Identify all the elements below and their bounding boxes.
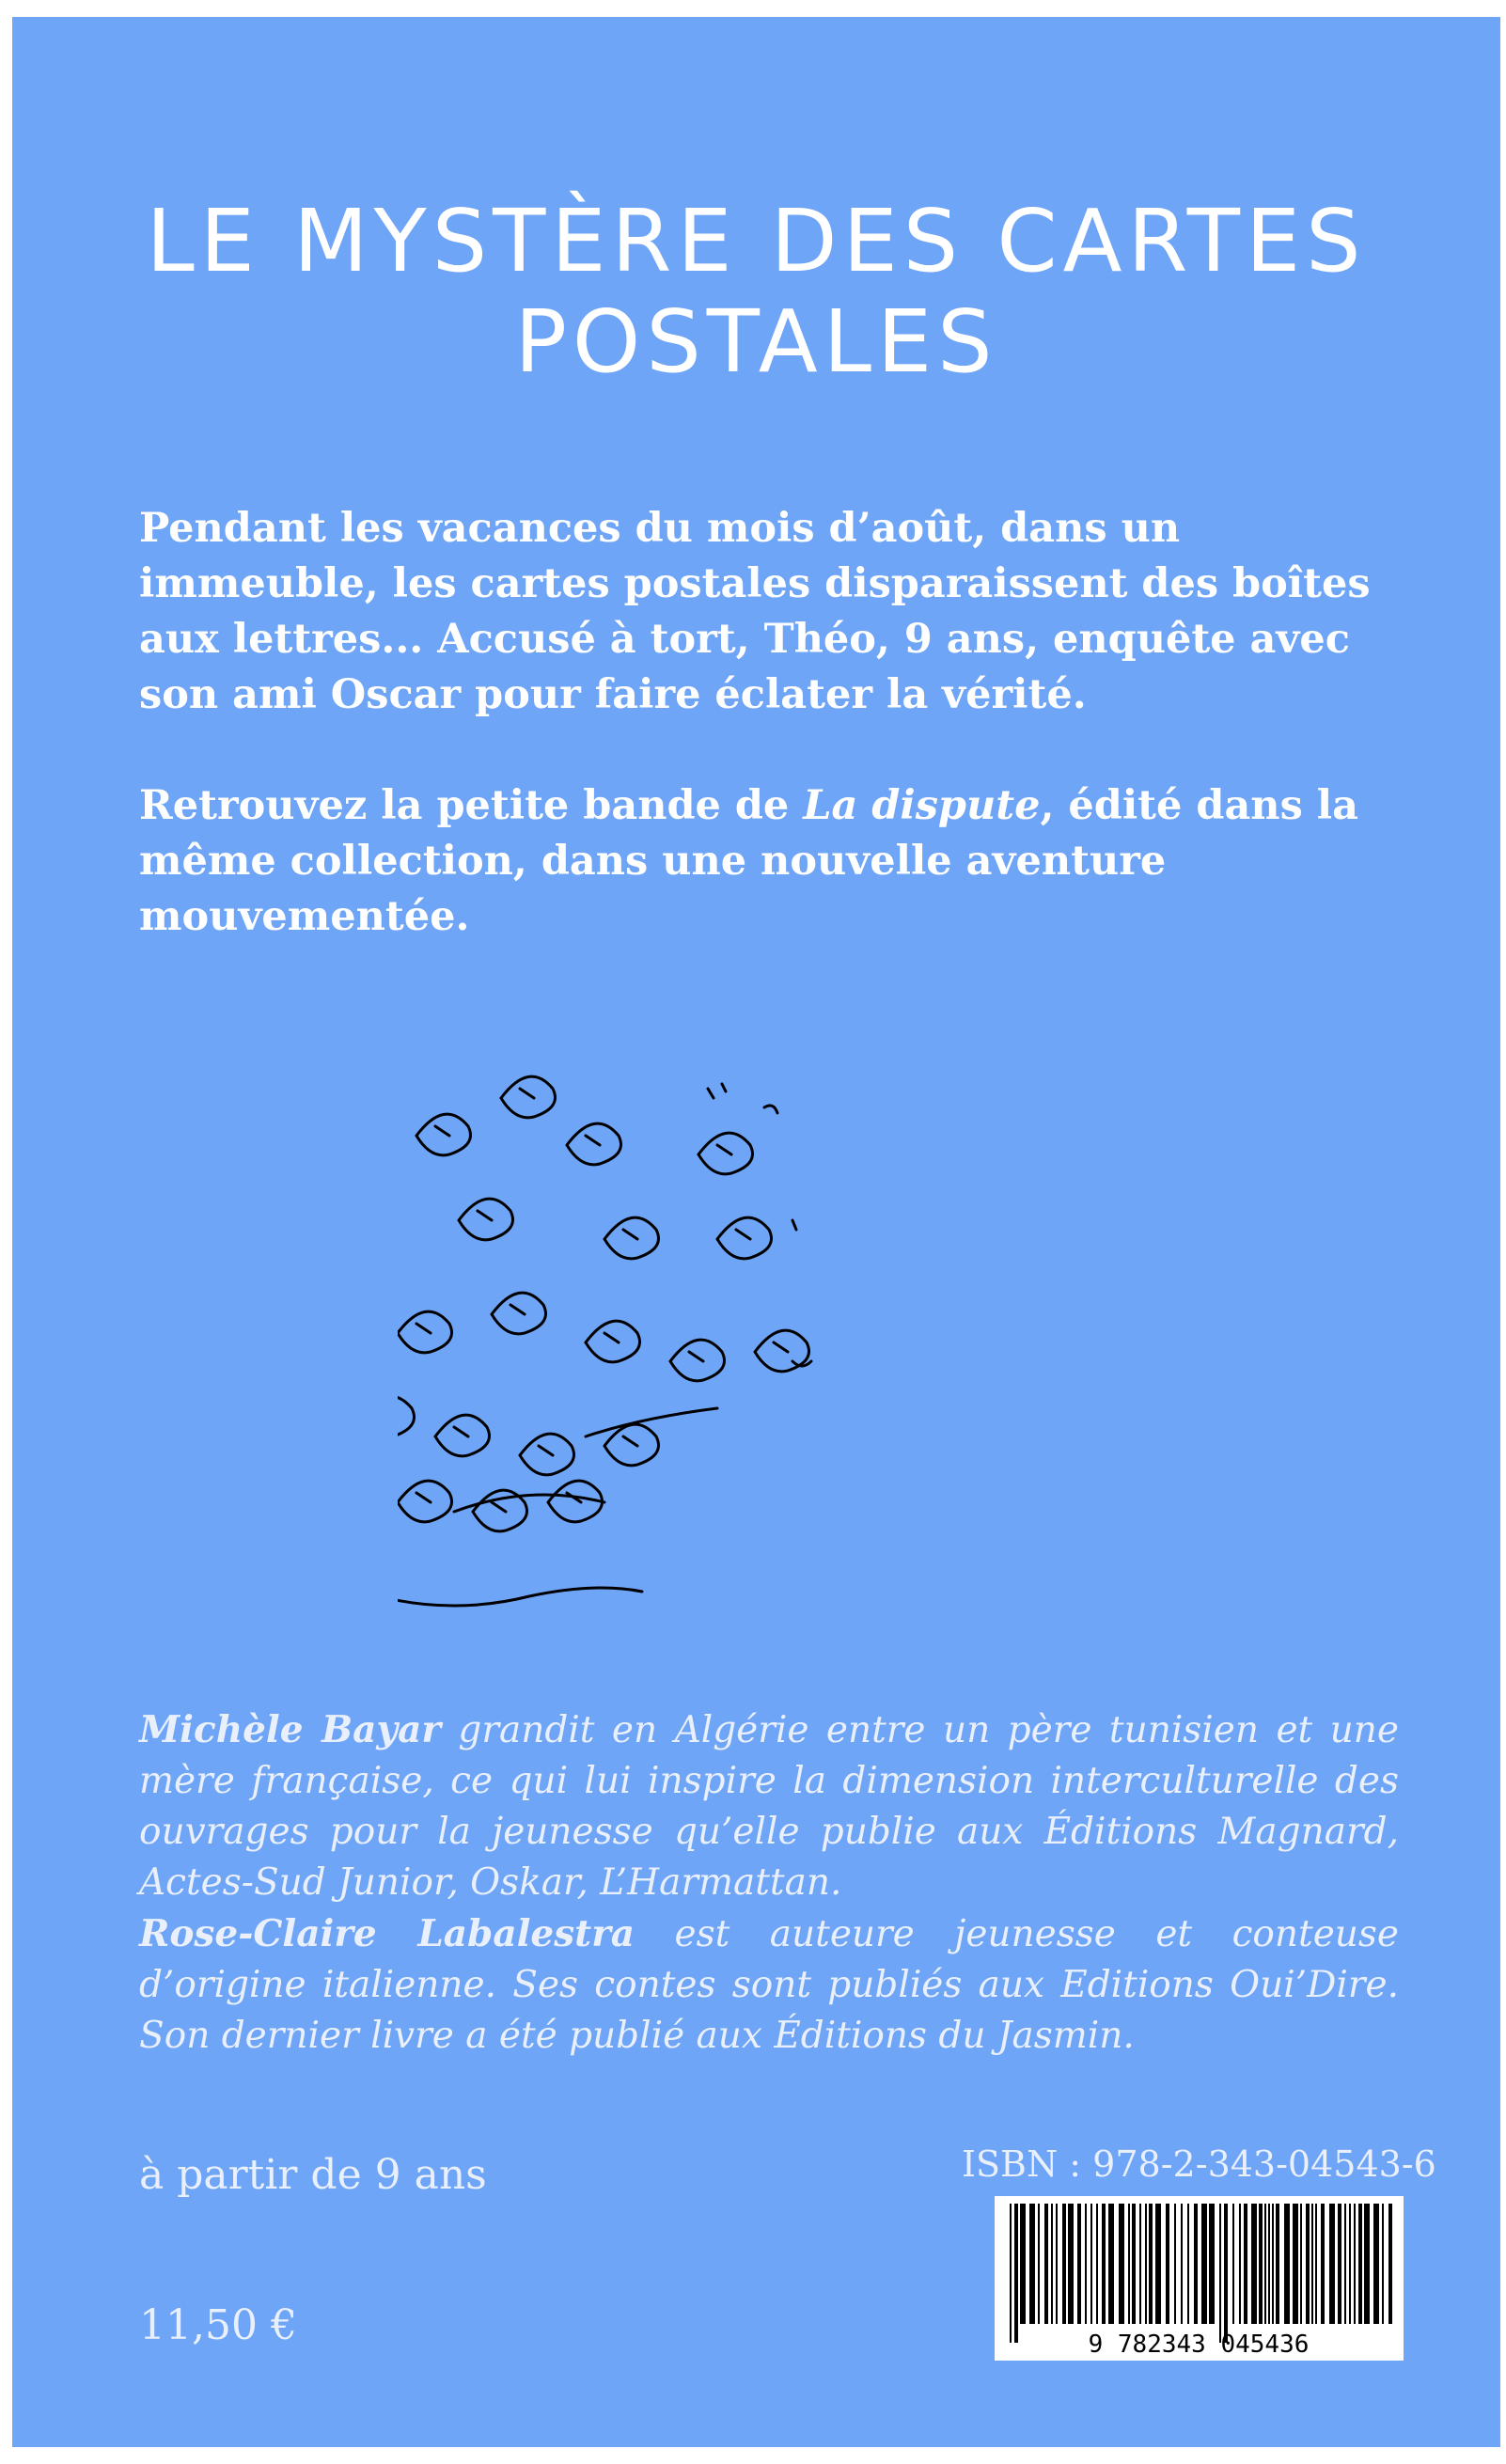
- barcode-bar: [1315, 2204, 1317, 2324]
- barcode-bars: [995, 2196, 1404, 2361]
- barcode-bar: [1062, 2204, 1066, 2324]
- barcode-bar: [1306, 2204, 1310, 2324]
- barcode-bar: [1155, 2204, 1161, 2324]
- blurb-text-before: Retrouvez la petite bande de: [139, 782, 804, 829]
- ground-line: [398, 1408, 717, 1606]
- barcode-bar: [1187, 2204, 1189, 2324]
- barcode-bar: [1166, 2204, 1169, 2324]
- barcode-bar: [1077, 2204, 1081, 2324]
- barcode-bar: [1132, 2204, 1136, 2324]
- author-bio-text-1: grandit en Algérie entre un père tunisien et une mère française, ce qui lui inspire la dimension interculturelle des ouvrages pour la jeunesse qu’elle publie aux Éditions Magnard, Actes-Sud Junior, Oskar, L’Harmattan.: [139, 1709, 1399, 1904]
- barcode-bar: [1272, 2204, 1274, 2324]
- barcode-bar: [1276, 2204, 1279, 2324]
- barcode-bar: [1044, 2204, 1048, 2324]
- barcode-bar: [1209, 2204, 1215, 2324]
- barcode-bar: [1321, 2204, 1325, 2324]
- barcode-bar: [1349, 2204, 1351, 2324]
- barcode-bar: [1149, 2204, 1153, 2324]
- barcode-bar: [1020, 2204, 1026, 2324]
- barcode-bar: [1284, 2204, 1290, 2324]
- barcode-bar: [1128, 2204, 1130, 2324]
- author-bio-text-2: est auteure jeunesse et conteuse d’origine italienne. Ses contes sont publiés aux Editions Oui’Dire. Son dernier livre a été publié aux Éditions du Jasmin.: [139, 1913, 1399, 2057]
- barcode-bar: [1239, 2204, 1241, 2324]
- barcode-bar: [1181, 2204, 1183, 2324]
- barcode: [995, 2196, 1404, 2361]
- barcode-bar: [1300, 2204, 1302, 2324]
- barcode-bar: [1354, 2204, 1356, 2324]
- price: 11,50 €: [139, 2301, 297, 2349]
- back-cover: [12, 17, 1500, 2447]
- bird-group: [398, 1076, 809, 1531]
- barcode-bar: [1373, 2204, 1379, 2324]
- barcode-bar: [1268, 2204, 1270, 2324]
- barcode-digits: 9 782343 045436: [1088, 2331, 1310, 2359]
- barcode-bar: [1102, 2204, 1106, 2324]
- barcode-bar: [1201, 2204, 1207, 2324]
- isbn: ISBN : 978-2-343-04543-6: [962, 2143, 1436, 2185]
- barcode-bar: [1068, 2204, 1074, 2324]
- barcode-bar: [1224, 2204, 1228, 2343]
- barcode-bar: [1056, 2204, 1058, 2324]
- barcode-bar: [1090, 2204, 1092, 2324]
- flight-marks: [708, 1084, 811, 1366]
- barcode-bar: [1232, 2204, 1234, 2324]
- barcode-bar: [1119, 2204, 1124, 2324]
- barcode-bar: [1085, 2204, 1087, 2324]
- barcode-bar: [1096, 2204, 1098, 2324]
- author-name-2: Rose-Claire Labalestra: [139, 1912, 635, 1955]
- barcode-bar: [1014, 2204, 1018, 2343]
- barcode-bar: [1108, 2204, 1114, 2324]
- barcode-bar: [1010, 2204, 1012, 2343]
- blurb-paragraph-2: [139, 778, 1399, 945]
- age-range: à partir de 9 ans: [139, 2151, 487, 2199]
- author-bio-2: [139, 1908, 1399, 2062]
- barcode-bar: [1264, 2204, 1266, 2324]
- barcode-bar: [1194, 2204, 1198, 2324]
- author-name-1: Michèle Bayar: [139, 1708, 441, 1751]
- barcode-bar: [1311, 2204, 1313, 2324]
- flock-of-birds-illustration: [398, 1070, 1075, 1634]
- barcode-bar: [1259, 2204, 1263, 2324]
- barcode-bar: [1338, 2204, 1341, 2324]
- book-title: LE MYSTÈRE DES CARTES POSTALES: [146, 191, 1367, 392]
- barcode-bar: [1244, 2204, 1247, 2324]
- blurb-text-after: , édité dans la même collection, dans une nouvelle aventure mouvementée.: [139, 782, 1358, 940]
- barcode-bar: [1382, 2204, 1384, 2324]
- barcode-bar: [1251, 2204, 1257, 2324]
- barcode-bar: [1219, 2204, 1221, 2343]
- barcode-bar: [1174, 2204, 1176, 2324]
- barcode-bar: [1038, 2204, 1040, 2324]
- author-biographies: [139, 1704, 1399, 2062]
- barcode-bar: [1329, 2204, 1335, 2324]
- barcode-bar: [1029, 2204, 1035, 2324]
- barcode-bar: [1139, 2204, 1141, 2324]
- referenced-book-title: La dispute: [803, 782, 1041, 829]
- barcode-bar: [1388, 2204, 1392, 2324]
- barcode-bar: [1364, 2204, 1370, 2324]
- barcode-bar: [1145, 2204, 1147, 2324]
- blurb-paragraph-1: Pendant les vacances du mois d’août, dans un immeuble, les cartes postales disparaissent des boîtes aux lettres... Accusé à tort, Théo, 9 ans, enquête avec son ami Oscar pour faire éclater la vérité.: [139, 505, 1371, 718]
- barcode-bar: [1344, 2204, 1346, 2324]
- barcode-bar: [1051, 2204, 1053, 2324]
- barcode-bar: [1358, 2204, 1362, 2324]
- author-bio-1: [139, 1704, 1399, 1908]
- barcode-bar: [1293, 2204, 1298, 2324]
- blurb: [139, 501, 1399, 945]
